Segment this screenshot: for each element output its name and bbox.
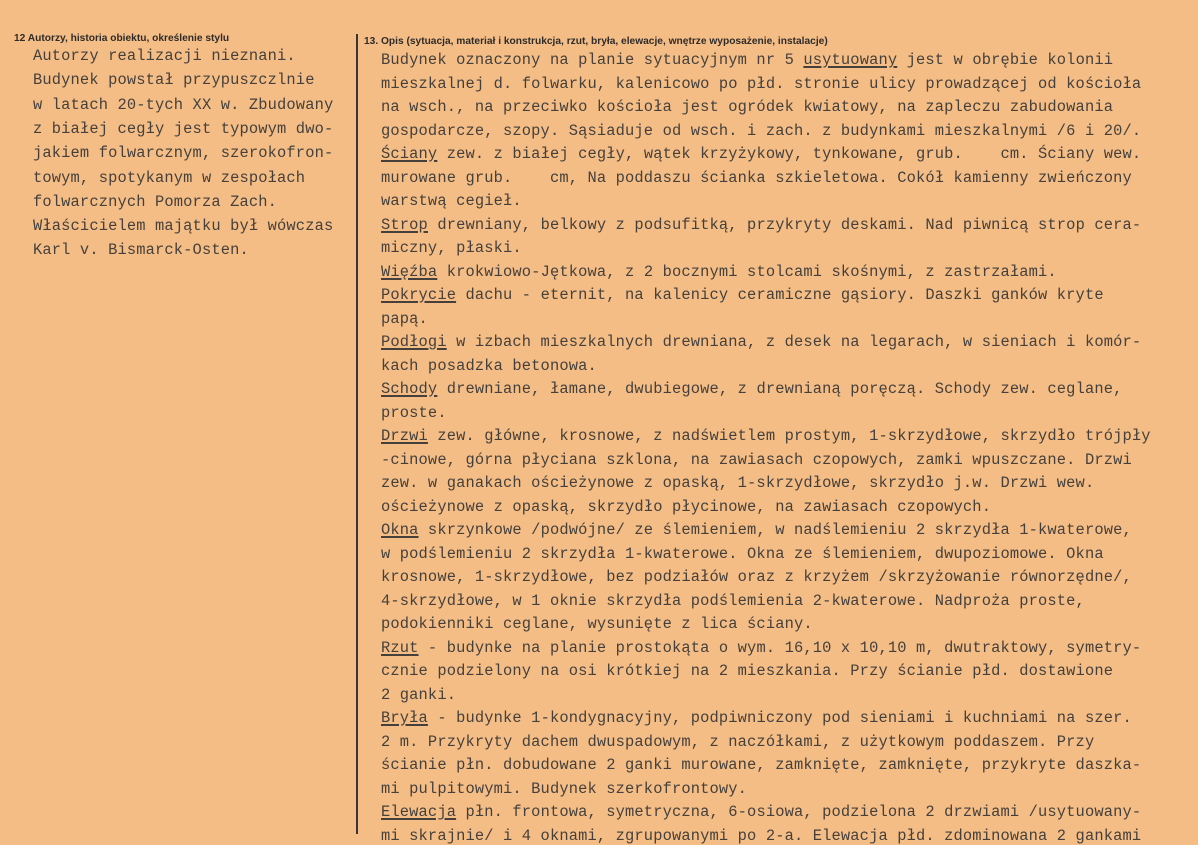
underlined-keyword: Pokrycie — [381, 286, 457, 304]
text-line — [33, 193, 277, 211]
text-line — [381, 615, 813, 633]
underlined-keyword: Schody — [381, 380, 438, 398]
line-text: mieszkalnej d. folwarku, kalenicowo po płd. stronie ulicy prowadzącej od kościoła — [381, 74, 1142, 93]
underlined-keyword: Drzwi — [381, 427, 428, 445]
line-text: krokwiowo-Jętkowa, z 2 bocznymi stolcami skośnymi, z zastrzałami. — [437, 262, 1057, 281]
text-line — [381, 733, 1094, 751]
text-line — [381, 545, 1104, 563]
underlined-keyword: Strop — [381, 215, 428, 234]
line-text: cznie podzielony na osi krótkiej na 2 mieszkania. Przy ścianie płd. dostawione — [381, 662, 1114, 680]
line-text: drewniane, łamane, dwubiegowe, z drewnianą poręczą. Schody zew. ceglane, — [437, 380, 1123, 398]
line-text: dachu - eternit, na kalenicy ceramiczne gąsiory. Daszki ganków kryte — [456, 286, 1104, 304]
text-line — [381, 780, 747, 798]
underlined-keyword: Okna — [381, 521, 419, 539]
line-text: mi skrajnie/ i 4 oknami, zgrupowanymi po 2-a. Elewacja płd. zdominowana 2 gankami — [381, 826, 1142, 845]
text-line — [381, 263, 1057, 281]
line-text: miczny, płaski. — [381, 239, 522, 257]
text-line — [381, 521, 1132, 539]
line-text: w izbach mieszkalnych drewniana, z desek na legarach, w sieniach i komór- — [446, 333, 1142, 351]
underlined-keyword: Więźba — [381, 262, 438, 281]
text-line — [381, 145, 1141, 163]
text-line — [381, 592, 1085, 610]
line-text: warstwą cegieł. — [381, 192, 522, 210]
text-line — [381, 122, 1141, 140]
line-text: mi pulpitowymi. Budynek szerkofrontowy. — [381, 779, 748, 798]
line-text: - budynke 1-kondygnacyjny, podpiwniczony pod sieniami i kuchniami na szer. — [427, 709, 1132, 727]
line-text: kach posadzka betonowa. — [381, 356, 597, 375]
text-line — [381, 709, 1132, 727]
line-text: gospodarcze, szopy. Sąsiaduje od wsch. i zach. z budynkami mieszkalnymi /6 i 20/. — [381, 121, 1142, 140]
text-line — [381, 498, 991, 516]
text-line — [381, 286, 1104, 304]
section-12-header: 12 Autorzy, historia obiektu, określenie stylu — [14, 33, 230, 44]
text-line — [33, 47, 296, 65]
line-text: 2 ganki. — [381, 685, 457, 704]
underlined-keyword: Elewacja — [381, 803, 457, 821]
text-line — [33, 217, 333, 235]
line-text: jakiem folwarcznym, szerokofron- — [33, 144, 334, 163]
line-text: płn. frontowa, symetryczna, 6-osiowa, podzielona 2 drzwiami /usytuowany- — [456, 803, 1142, 821]
text-line — [381, 427, 1151, 445]
text-line — [381, 169, 1132, 187]
line-text: na wsch., na przeciwko kościoła jest ogródek kwiatowy, na zapleczu zabudowania — [381, 98, 1114, 116]
underlined-keyword: Bryła — [381, 709, 428, 727]
text-line — [381, 98, 1113, 116]
line-text: Właścicielem majątku był wówczas — [33, 217, 334, 236]
line-text: drewniany, belkowy z podsufitką, przykryty deskami. Nad piwnicą strop cera- — [427, 215, 1142, 234]
line-text: - budynke na planie prostokąta o wym. 16,10 x 10,10 m, dwutraktowy, symetry- — [418, 638, 1142, 657]
line-text: w podślemieniu 2 skrzydła 1-kwaterowe. Okna ze ślemieniem, dwupoziomowe. Okna — [381, 544, 1104, 563]
text-line — [33, 96, 333, 114]
text-line — [33, 71, 315, 89]
underlined-keyword: Rzut — [381, 638, 419, 657]
text-line — [33, 144, 333, 162]
text-line — [381, 310, 428, 328]
text-line — [381, 568, 1132, 586]
line-text: murowane grub. cm, Na poddaszu ścianka szkieletowa. Cokół kamienny zwieńczony — [381, 168, 1132, 187]
text-line — [33, 241, 249, 259]
text-line — [381, 756, 1141, 774]
text-line — [381, 75, 1141, 93]
text-line — [381, 686, 456, 704]
underlined-keyword: Ściany — [381, 145, 438, 163]
line-text: papą. — [381, 309, 428, 328]
column-divider — [356, 34, 358, 834]
text-line — [381, 216, 1141, 234]
text-line — [381, 827, 1141, 845]
text-line — [381, 404, 447, 422]
section-13-header: 13. Opis (sytuacja, materiał i konstrukcja, rzut, bryła, elewacje, wnętrze wyposażenie, instalacje) — [364, 36, 828, 47]
line-text: proste. — [381, 403, 447, 422]
line-text: 2 m. Przykryty dachem dwuspadowym, z naczółkami, z użytkowym poddaszem. Przy — [381, 732, 1095, 751]
line-text: jest w obrębie kolonii — [897, 51, 1114, 69]
text-line — [381, 662, 1113, 680]
text-line — [33, 169, 305, 187]
line-text: folwarcznych Pomorza Zach. — [33, 192, 278, 211]
line-text: towym, spotykanym w zespołach — [33, 168, 306, 187]
line-text: z białej cegły jest typowym dwo- — [33, 119, 334, 138]
line-text: skrzynkowe /podwójne/ ze ślemieniem, w nadślemieniu 2 skrzydła 1-kwaterowe, — [418, 521, 1132, 539]
line-text: ościeżynowe z opaską, skrzydło płycinowe, na zawiasach czopowych. — [381, 497, 992, 516]
text-line — [381, 451, 1132, 469]
text-line — [381, 639, 1141, 657]
text-line — [33, 120, 333, 138]
line-text: zew. główne, krosnowe, z nadświetlem prostym, 1-skrzydłowe, skrzydło trójpły — [427, 427, 1151, 445]
line-text: -cinowe, górna płyciana szklona, na zawiasach czopowych, zamki wpuszczane. Drzwi — [381, 450, 1132, 469]
text-line — [381, 803, 1141, 821]
text-line — [381, 380, 1123, 398]
line-text: Autorzy realizacji nieznani. — [33, 47, 296, 65]
line-lead-text: Budynek oznaczony na planie sytuacyjnym nr 5 — [381, 51, 804, 69]
line-text: krosnowe, 1-skrzydłowe, bez podziałów oraz z krzyżem /skrzyżowanie równorzędne/, — [381, 568, 1132, 586]
text-line — [381, 357, 597, 375]
line-text: zew. z białej cegły, wątek krzyżykowy, tynkowane, grub. cm. Ściany wew. — [437, 145, 1142, 163]
line-text: ścianie płn. dobudowane 2 ganki murowane, zamknięte, zamknięte, przykryte daszka- — [381, 756, 1142, 774]
text-line — [381, 192, 522, 210]
text-line — [381, 51, 1113, 69]
line-text: zew. w ganakach ościeżynowe z opaską, 1-skrzydłowe, skrzydło j.w. Drzwi wew. — [381, 474, 1095, 492]
underlined-keyword: usytuowany — [803, 51, 898, 69]
line-text: podokienniki ceglane, wysunięte z lica ściany. — [381, 615, 813, 633]
text-line — [381, 474, 1094, 492]
line-text: w latach 20-tych XX w. Zbudowany — [33, 95, 334, 114]
text-line — [381, 239, 522, 257]
line-text: Karl v. Bismarck-Osten. — [33, 241, 249, 260]
line-text: 4-skrzydłowe, w 1 oknie skrzydła podślemienia 2-kwaterowe. Nadproża proste, — [381, 591, 1085, 610]
text-line — [381, 333, 1141, 351]
line-text: Budynek powstał przypuszczlnie — [33, 71, 315, 90]
underlined-keyword: Podłogi — [381, 333, 447, 351]
